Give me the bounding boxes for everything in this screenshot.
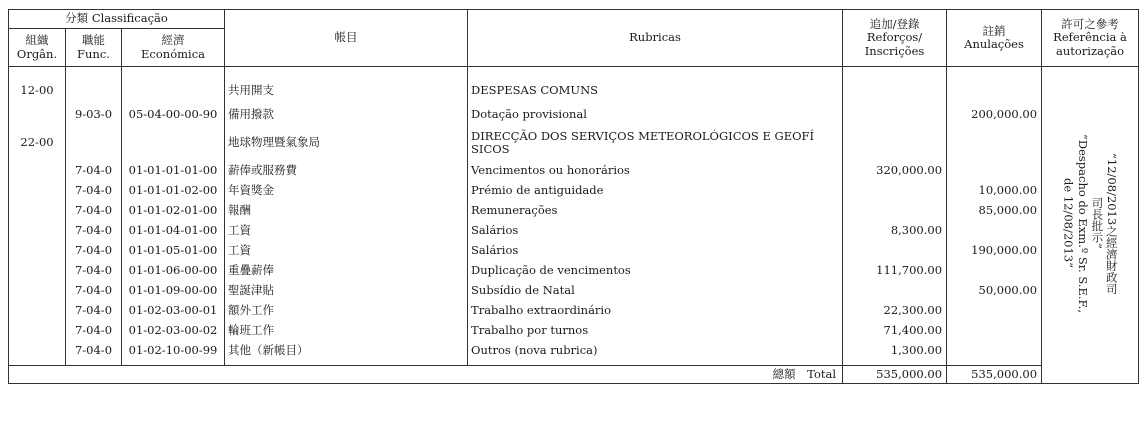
total-reforcos: 535,000.00 [843, 366, 947, 384]
table-row: 7-04-0 01-01-05-01-00 工資 Salários 190,000.00 [9, 241, 1139, 261]
referencia-header: 許可之參考 Referência à autorização [1042, 10, 1139, 67]
table-row: 7-04-0 01-01-01-02-00 年資獎金 Prémio de antiguidade 10,000.00 [9, 181, 1139, 201]
account-header: 帳目 [225, 10, 468, 67]
econ-header: 經濟 Económica [122, 29, 225, 67]
organ-header: 組織 Orgân. [9, 29, 66, 67]
table-row: 7-04-0 01-01-09-00-00 聖誕津貼 Subsídio de Natal 50,000.00 [9, 281, 1139, 301]
table-row: 12-00 共用開支 DESPESAS COMUNS [9, 81, 1139, 101]
anulacoes-header: 註銷 Anulações [947, 10, 1042, 67]
table-row: 7-04-0 01-02-03-00-01 額外工作 Trabalho extraordinário 22,300.00 [9, 301, 1139, 321]
rubricas-header: Rubricas [468, 10, 843, 67]
authorization-cell [1042, 67, 1139, 384]
table-row: 7-04-0 01-01-06-00-00 重疊薪俸 Duplicação de vencimentos 111,700.00 [9, 261, 1139, 281]
total-anulacoes: 535,000.00 [947, 366, 1042, 384]
budget-table [8, 9, 1139, 384]
func-header: 職能 Func. [66, 29, 122, 67]
table-row: 7-04-0 01-01-04-01-00 工資 Salários 8,300.00 [9, 221, 1139, 241]
table-row: 9-03-0 05-04-00-00-90 備用撥款 Dotação provisional 200,000.00 [9, 105, 1139, 125]
total-label: 總額 Total [9, 366, 843, 384]
authorization-text: “12/08/2013之經濟財政司 司長批示” “Despacho do Exm.º Sr. S.E.F., de 12/08/2013” [1061, 133, 1119, 313]
table-row: 22-00 地球物理暨氣象局 DIRECÇÃO DOS SERVIÇOS METEOROLÓGICOS E GEOFÍ SICOS [9, 125, 1139, 161]
classification-header: 分類 Classificação [9, 10, 225, 29]
table-row: 7-04-0 01-01-02-01-00 報酬 Remunerações 85,000.00 [9, 201, 1139, 221]
reforcos-header: 追加/登錄 Reforços/ Inscrições [843, 10, 947, 67]
table-row: 7-04-0 01-02-10-00-99 其他（新帳目） Outros (nova rubrica) 1,300.00 [9, 341, 1139, 361]
table-row: 7-04-0 01-02-03-00-02 輪班工作 Trabalho por turnos 71,400.00 [9, 321, 1139, 341]
table-row: 7-04-0 01-01-01-01-00 薪俸或服務費 Vencimentos ou honorários 320,000.00 [9, 161, 1139, 181]
total-row [9, 366, 1139, 384]
